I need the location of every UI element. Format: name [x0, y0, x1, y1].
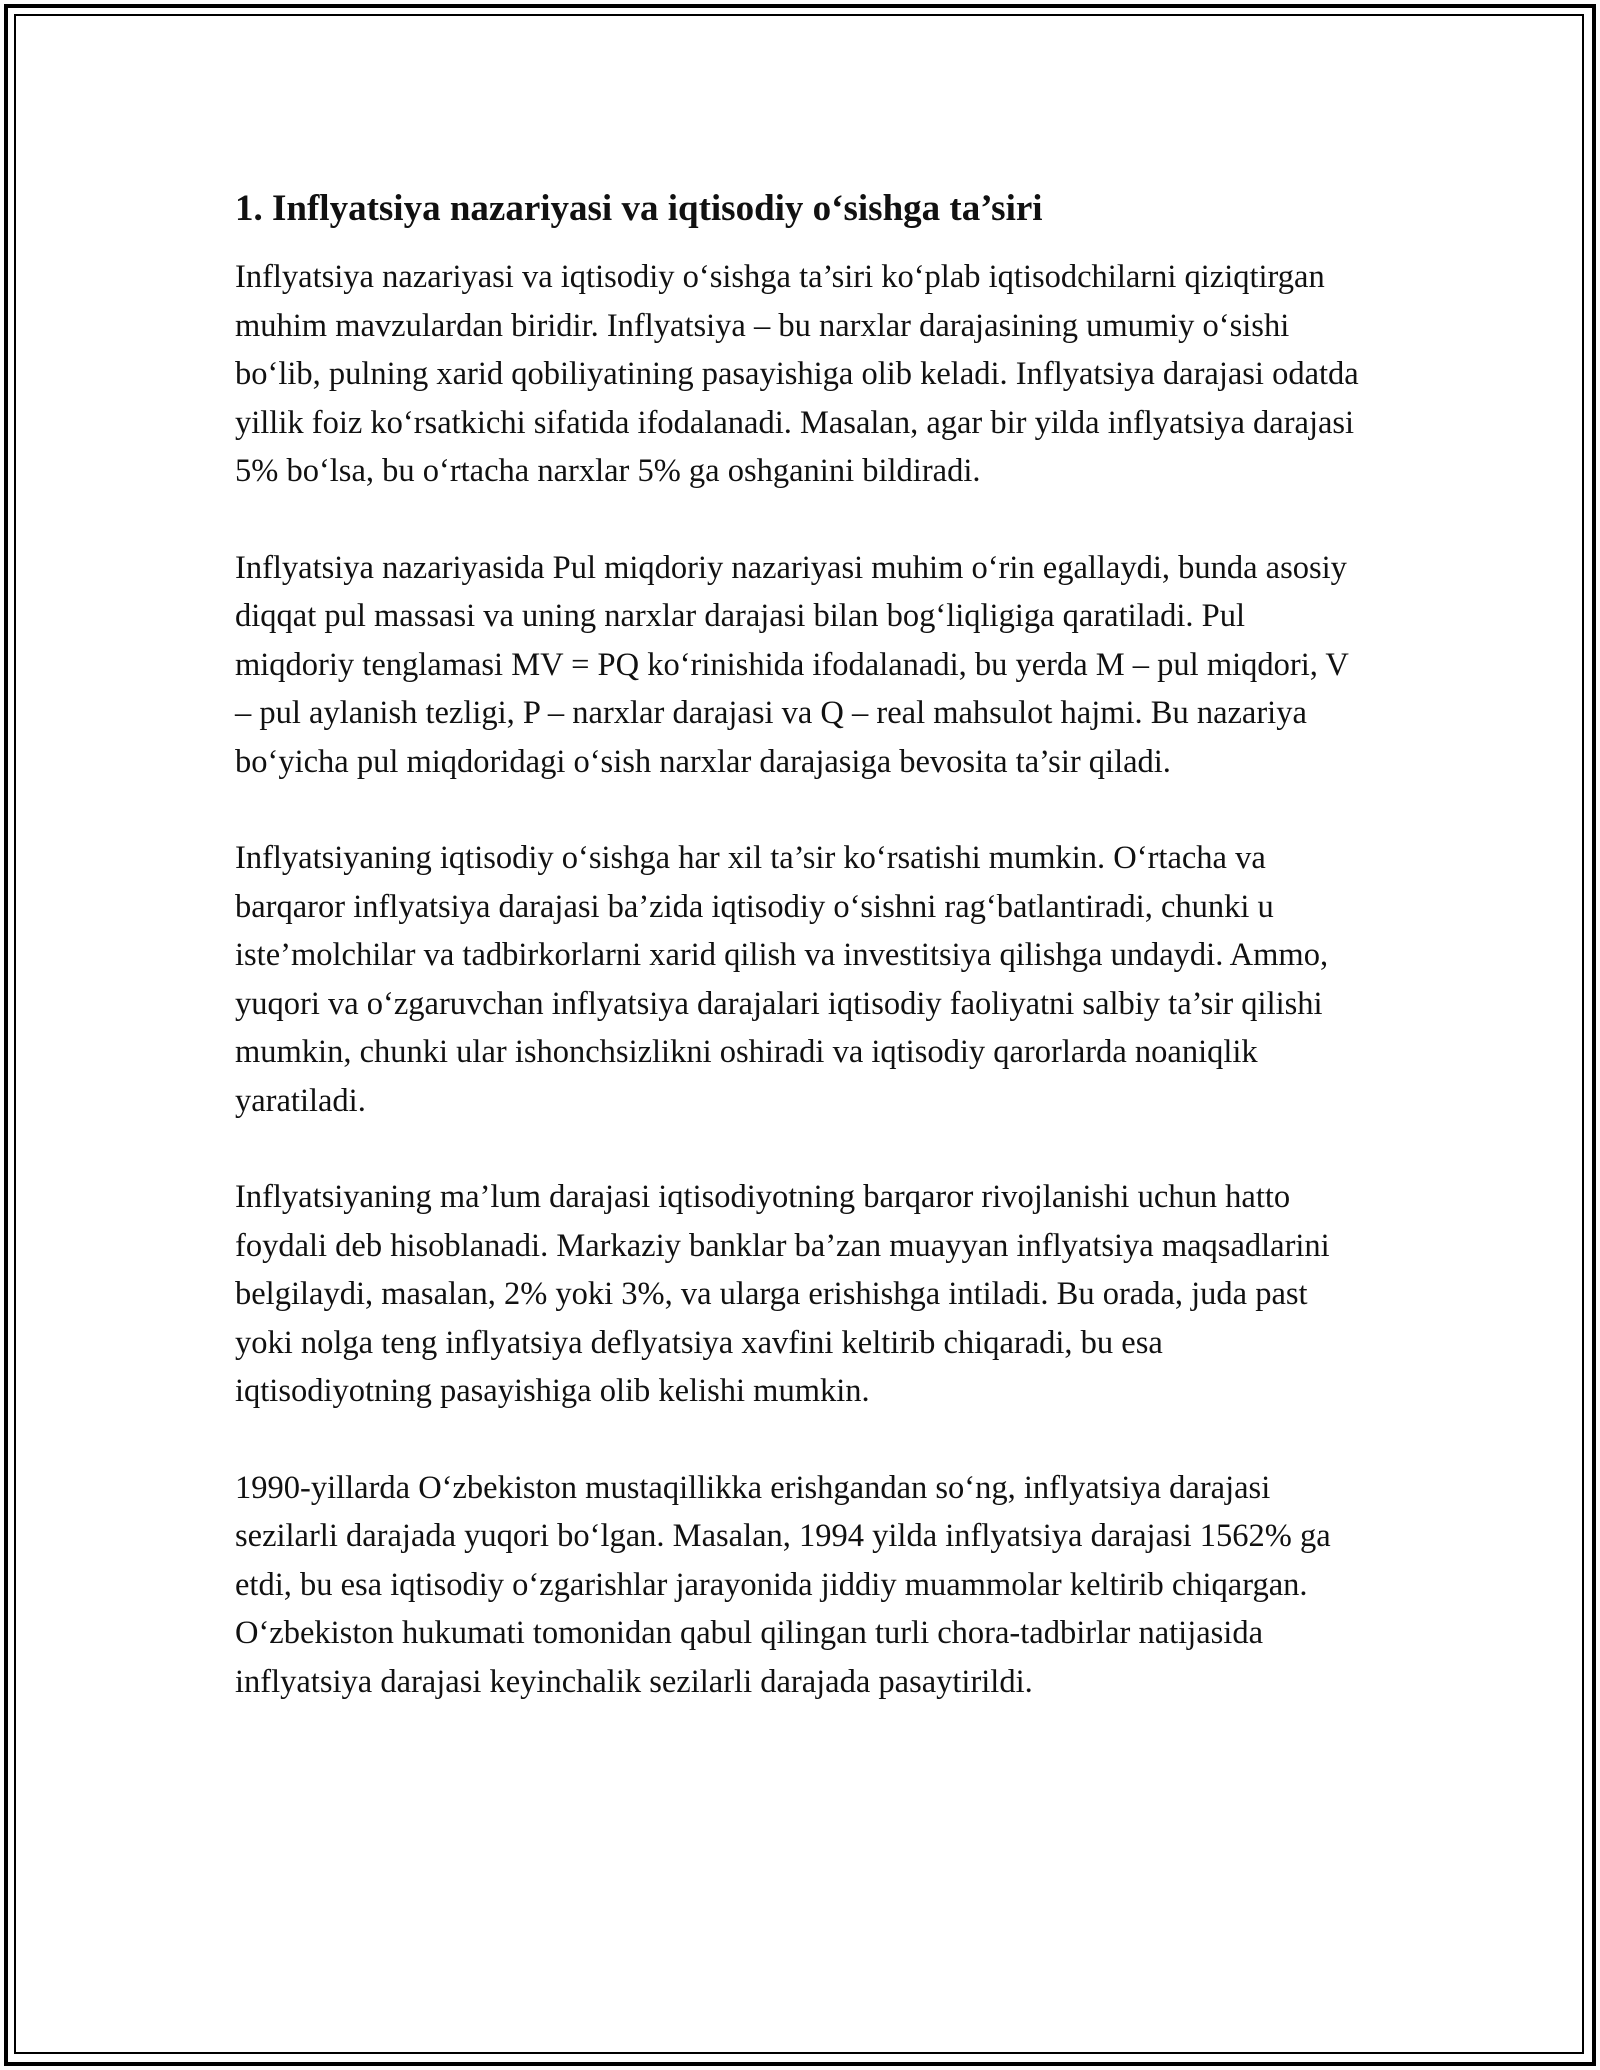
paragraph-quantity-theory: Inflyatsiya nazariyasida Pul miqdoriy nazariyasi muhim o‘rin egallaydi, bunda asosiy diqqat pul massasi va uning narxlar darajasi bilan bog‘liqligiga qaratiladi. Pul miqdoriy tenglamasi MV = PQ ko‘rinishida ifodalanadi, bu yerda M – pul miqdori, V – pul aylanish tezligi, P – narxlar darajasi va Q – real mahsulot hajmi. Bu nazariya bo‘yicha pul miqdoridagi o‘sish narxlar darajasiga bevosita ta’sir qiladi.: [235, 549, 1349, 780]
paragraph-inflation-targets: Inflyatsiyaning ma’lum darajasi iqtisodiyotning barqaror rivojlanishi uchun hatto foydali deb hisoblanadi. Markaziy banklar ba’zan muayyan inflyatsiya maqsadlarini belgilaydi, masalan, 2% yoki 3%, va ularga erishishga intiladi. Bu orada, juda past yoki nolga teng inflyatsiya deflyatsiya xavfini keltirib chiqaradi, bu esa iqtisodiyotning pasayishiga olib kelishi mumkin.: [235, 1179, 1330, 1409]
paragraph-uzbekistan-history: 1990-yillarda O‘zbekiston mustaqillikka erishgandan so‘ng, inflyatsiya darajasi sezilarli darajada yuqori bo‘lgan. Masalan, 1994 yilda inflyatsiya darajasi 1562% ga etdi, bu esa iqtisodiy o‘zgarishlar jarayonida jiddiy muammolar keltirib chiqargan. O‘zbekiston hukumati tomonidan qabul qilingan turli chora-tadbirlar natijasida inflyatsiya darajasi keyinchalik sezilarli darajada pasaytirildi.: [235, 1469, 1331, 1700]
paragraph-growth-impact: Inflyatsiyaning iqtisodiy o‘sishga har xil ta’sir ko‘rsatishi mumkin. O‘rtacha va barqaror inflyatsiya darajasi ba’zida iqtisodiy o‘sishni rag‘batlantiradi, chunki u iste’molchilar va tadbirkorlarni xarid qilish va investitsiya qilishga undaydi. Ammo, yuqori va o‘zgaruvchan inflyatsiya darajalari iqtisodiy faoliyatni salbiy ta’sir qilishi mumkin, chunki ular ishonchsizlikni oshiradi va iqtisodiy qarorlarda noaniqlik yaratiladi.: [235, 840, 1329, 1119]
section-heading: 1. Inflyatsiya nazariyasi va iqtisodiy o‘sishga ta’siri: [235, 188, 1043, 229]
document-body: [235, 185, 1365, 1754]
paragraph-definition: Inflyatsiya nazariyasi va iqtisodiy o‘sishga ta’siri ko‘plab iqtisodchilarni qiziqtirgan muhim mavzulardan biridir. Inflyatsiya – bu narxlar darajasining umumiy o‘sishi bo‘lib, pulning xarid qobiliyatining pasayishiga olib keladi. Inflyatsiya darajasi odatda yillik foiz ko‘rsatkichi sifatida ifodalanadi. Masalan, agar bir yilda inflyatsiya darajasi 5% bo‘lsa, bu o‘rtacha narxlar 5% ga oshganini bildiradi.: [235, 259, 1359, 489]
